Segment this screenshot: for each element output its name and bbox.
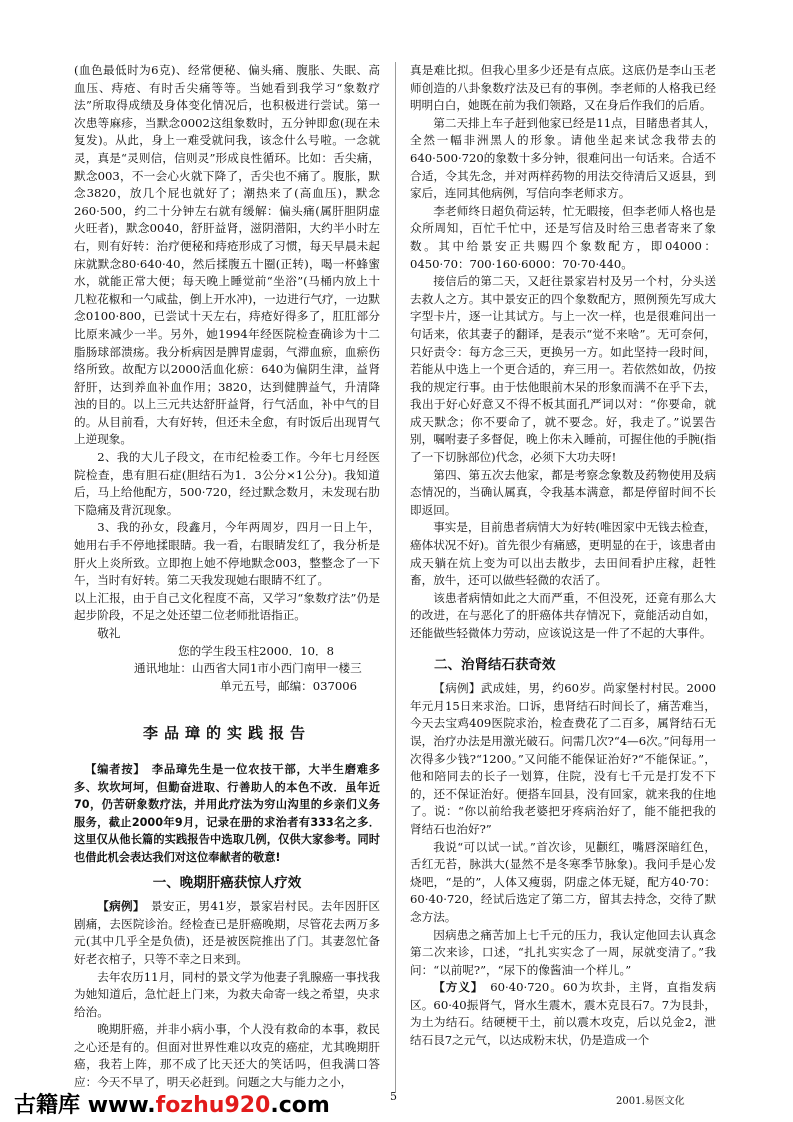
case2-paragraph-2: 我说“可以试一试。”首次诊，见颧红，嘴唇深暗红色，舌红无苔，脉洪大(显然不是冬寒季节脉象)。我问手是心发烧吧，“是的”，人体又瘦弱，阴虚之体无疑，配方40·70：60·40·720，经试后选定了第二方，留其去持念，交待了默念方法。 <box>410 839 716 924</box>
letter-paragraph-2: 2、我的大儿子段文，在市纪检委工作。今年七月经医院检查，患有胆石症(胆结石为1．3公分×1公分)。我知道后，马上给他配方，500·720，经过默念数月，未发现右肋下隐痛及背沉现象。 <box>74 450 380 517</box>
right-paragraph-4: 接信后的第二天，又赶往景家岩村及另一个村，分头送去救人之方。其中景安正的四个象数配方，照例预先写成大字型卡片，逐一让其试方。与上一次一样，也是很难问出一句话来，依其妻子的翻译，是表示“觉不来啥”。无可奈何，只好责令：每方念三天，更换另一方。如此坚持一段时间，若能从中选上一个更合适的，弃三用一。若依然如故，仍按我的规定行事。由于怯他眼前木呆的形象而满不在乎下去，我出于好心好意又不得不板其面孔严词以对：“你要命，就成天默念；你不要命了，就不要念。好，我走了。”说罢告别，嘱咐妻子多督促，晚上你未入睡前，可握住他的手腕(指了一下切脉部位)代念，必须下大功夫呀! <box>410 274 716 465</box>
right-paragraph-3: 李老师终日超负荷运转，忙无暇接，但李老师人格也是众所周知，百忙千忙中，还是写信及时给三患者寄来了象数。其中给景安正共赐四个象数配方，即04000：0450·70：700·160·6000：70·70·440。 <box>410 203 716 271</box>
url-suffix: .com <box>270 1093 330 1118</box>
case-tag: 【病例】 <box>97 899 140 914</box>
right-paragraph-5: 第四、第五次去他家，都是考察念象数及药物使用及病态情况的，当确认属真，令我基本满意，都是停留时间不长即返回。 <box>410 467 716 517</box>
url-prefix: www. <box>87 1093 156 1118</box>
article-title: 李品璋的实践报告 <box>142 724 311 743</box>
formula-paragraph <box>410 979 716 1049</box>
letter-address <box>74 660 380 695</box>
case-text: 景安正，男41岁，景家岩村民。去年因肝区剧痛，去医院诊治。经检查已是肝癌晚期，尽管花去两万多元(其中几乎全是负债)，还是被医院推出了门。其妻忽忙备好老衣棺子，只等不幸之日来到。 <box>74 899 380 966</box>
right-paragraph-1: 真是难比拟。但我心里多少还是有点底。这底仍是李山玉老师创造的八卦象数疗法及已有的事例。李老师的人格我已经明明白白，她既在前为我们领路，又在身后作我们的后盾。 <box>410 63 716 113</box>
editor-note: 【编者按】 李品璋先生是一位农技干部，大半生磨难多多、坎坎坷坷，但勤奋进取、行善助人的本色不改．虽年近70，仍苦研象数疗法，并用此疗法为穷山沟里的乡亲们义务服务，截止2000年9月，记录在册的求治者有333名之多．这里仅从他长篇的实践报告中选取几例，仅供大家参考。同时也借此机会表达我们对这位奉献者的敬意! <box>74 762 380 864</box>
letter-paragraph-1: (血色最低时为6克)、经常便秘、偏头痛、腹胀、失眠、高血压、痔疮、有时舌尖痛等等。当她看到我学习“象数疗法”所取得成绩及身体变化情况后，也积极进行尝试。第一次患等麻疹，当默念0002这组象数时，五分钟即愈(现在未复发)。从此，身上一难受就问我，该念什么号啦。一念就灵，真是“灵则信，信则灵”形成良性循环。比如：舌尖痛，默念003，不一会心火就下降了，舌尖也不痛了。腹胀，默念3820，放几个屁也就好了；潮热来了(高血压)，默念260·500，约二十分钟左右就有缓解：偏头痛(属肝胆阴虚火旺者)，默念0040，舒肝益肾，滋阴潜阳，大约半小时左右，则有好转：治疗便秘和痔疮形成了习惯，每天早晨未起床就默念80·640·40，然后揉腹五十圈(正转)，喝一杯蜂蜜水，就能正常大便；每天晚上睡觉前“坐浴”(马桶内放上十几粒花椒和一勺咸盐，倒上开水冲)，一边进行气疗，一边默念0100·800，已尝试十天左右，痔疮好得多了，肛肛部分比原来减少一半。另外，她1994年经医院检查确诊为十二脂肠球部溃疡。我分析病因是脾胃虚弱，气滞血瘀，血瘀伤络所致。故配方以2000活血化瘀：640为偏阴生津，益肾舒肝，达到养血补血作用；3820，达到健脾益气，升清降浊的目的。以上三元共达舒肝益肾，行气活血，补中气的目的。从目前看，大有好转，但还未全愈，有时饭后出现胃气上逆现象。 <box>74 63 380 447</box>
column-divider <box>395 62 396 1092</box>
right-paragraph-6: 事实是，目前患者病情大为好转(唯因家中无钱去检查，癌体状况不好)。首先很少有痛感，更明显的在于，该患者由成天躺在炕上变为可以出去散步，去田间看护庄稼，赶牲畜，放牛，还可以做些轻微的农活了。 <box>410 520 716 588</box>
case2-paragraph-1 <box>410 680 716 838</box>
right-paragraph-7: 该患者病情如此之大而严重，不但没死，还竟有那么大的改进，在与恶化了的肝癌体共存情况下，竟能活动自如，还能做些轻微体力劳动，应该说这是一件了不起的大事件。 <box>410 590 716 640</box>
address-line-1: 通讯地址：山西省大同1市小西门南甲一楼三 <box>134 661 362 676</box>
case2-paragraph-3: 因病患之痛苦加上七千元的压力，我认定他回去认真念第二次来诊，口述，“扎扎实实念了一周，尿就变清了。”我问：“以前呢?”，“尿下的像酱油一个样儿。” <box>410 927 716 977</box>
url-highlight: fozhu920 <box>155 1093 271 1118</box>
letter-salute: 敬礼 <box>97 626 121 640</box>
letter-paragraph-3: 3、我的孙女，段鑫月，今年两周岁，四月一日上午，她用右手不停地揉眼睛。我一看，右眼睛发红了，我分析是肝火上炎所致。立即抱上她不停地默念003，整整念了一下午，当时有好转。第二天我发现她右眼睛不红了。 <box>74 520 380 588</box>
case-paragraph-2: 去年农历11月，同村的景文学为他妻子乳腺癌一事找我为她知道后，急忙赶上门来，为救夫命寄一线之希望，央求给治。 <box>74 969 380 1019</box>
site-logo[interactable] <box>14 1088 330 1119</box>
letter-closing: 以上汇报，由于自己文化程度不高，又学习“象数疗法”仍是起步阶段，不足之处还望二位老师批语指正。 <box>74 590 380 623</box>
case-paragraph-1 <box>74 898 380 968</box>
footer-note: 2001.易医文化 <box>616 1096 685 1107</box>
formula-text: 60·40·720。60为坎卦，主肾，直指发病区。60·40振肾气，肾水生震木，震木克艮石7。7为艮卦，为土为结石。结硬梗干土，前以震木攻克，后以兑金2，泄结石艮7之元气，以达成粉末状，仍是造成一个 <box>410 980 717 1048</box>
site-url <box>88 1093 330 1118</box>
left-column <box>74 62 380 1092</box>
section-title-1: 一、晚期肝癌获惊人疗效 <box>152 874 302 891</box>
letter-signature: 您的学生段玉柱2000．10．8 <box>178 643 334 658</box>
case-paragraph-3: 晚期肝癌，并非小病小事，个人没有救命的本事，救民之心还是有的。但面对世界性难以攻克的癌症，尤其晚期肝癌，我若上阵，那不成了比天还大的笑话吗，但我满口答应：今天不早了，明天必赶到。问题之大与能力之小， <box>74 1022 380 1090</box>
case2-tag: 【病例】 <box>433 681 481 696</box>
formula-tag: 【方义】 <box>433 980 478 995</box>
case2-text: 武成娃，男，约60岁。尚家堡村村民。2000年元月15日来求治。口诉，患肾结石时间长了，痛苦难当，今天去宝鸡409医院求治，检查费花了二百多，属肾结石无误，治疗办法是用激光破石。问需几次?“4—6次。”问每用一次得多少钱?“1200。”又问能不能保证治好?“不能保证。”，他和陪同去的长子一划算，住院，没有七千元是打发不下的，还不保证治好。便搭车回县，没有回家，就来我的住地了。说：“你以前给我老婆把牙疼病治好了，能不能把我的肾结石也治好?” <box>410 681 716 836</box>
right-paragraph-2: 第二天排上车子赶到他家已经是11点，目睹患者其人，全然一幅非洲黑人的形象。请他坐起来试念我带去的640·500·720的象数十多分钟，很难问出一句话来。合适不合适，令其先念，并对两样药物的用法交待清后又返县，到家后，连同其他病例，写信向李老师求方。 <box>410 115 716 201</box>
page-number: 5 <box>390 1090 397 1103</box>
address-line-2: 单元五号，邮编：037006 <box>220 678 358 693</box>
site-logo-text: 古籍库 <box>14 1093 81 1118</box>
section-title-2: 二、治肾结石获奇效 <box>434 656 556 673</box>
right-column <box>410 62 716 1050</box>
